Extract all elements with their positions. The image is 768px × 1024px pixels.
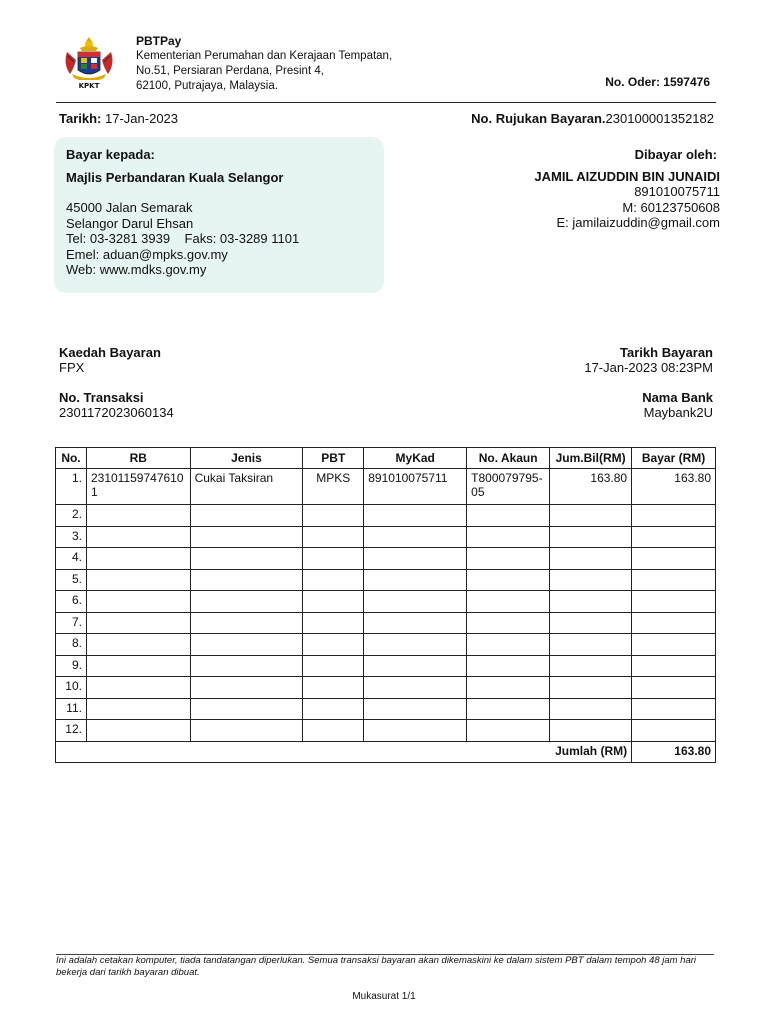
cell-rb <box>86 612 190 634</box>
ref-label: No. Rujukan Bayaran. <box>471 111 606 126</box>
cell-no: 8. <box>56 634 87 656</box>
cell-rb <box>86 505 190 527</box>
cell-pbt <box>303 720 364 742</box>
table-row <box>56 655 716 677</box>
cell-rb <box>86 677 190 699</box>
cell-jum <box>550 698 632 720</box>
cell-jum <box>550 655 632 677</box>
table-row <box>56 698 716 720</box>
payee-line: Emel: aduan@mpks.gov.my <box>66 246 228 262</box>
cell-jenis <box>190 548 303 570</box>
cell-no: 7. <box>56 612 87 634</box>
cell-pbt <box>303 655 364 677</box>
cell-rb <box>86 591 190 613</box>
pay-to-box <box>54 137 384 293</box>
payee-name: Majlis Perbandaran Kuala Selangor <box>66 169 284 185</box>
cell-mykad <box>364 591 467 613</box>
cell-bayar <box>632 634 716 656</box>
cell-akaun <box>467 698 550 720</box>
cell-pbt <box>303 548 364 570</box>
cell-bayar <box>632 612 716 634</box>
cell-akaun <box>467 526 550 548</box>
footer-note: Ini adalah cetakan komputer, tiada tandatangan diperlukan. Semua transaksi bayaran akan dikemaskini ke dalam sistem PBT dalam tempoh 48 jam hari bekerja dari tarikh bayaran dibuat. <box>56 955 697 978</box>
date-label: Tarikh: <box>59 111 102 126</box>
transaction-label: No. Transaksi <box>59 390 144 405</box>
cell-jum <box>550 677 632 699</box>
cell-mykad <box>364 698 467 720</box>
table-row <box>56 612 716 634</box>
cell-jenis <box>190 591 303 613</box>
cell-no: 9. <box>56 655 87 677</box>
payment-table <box>55 447 716 763</box>
payee-line: 45000 Jalan Semarak <box>66 200 193 215</box>
org-address-line: Kementerian Perumahan dan Kerajaan Tempatan, <box>136 50 393 62</box>
cell-mykad <box>364 634 467 656</box>
payer-line: M: 60123750608 <box>622 199 720 215</box>
cell-jenis <box>190 612 303 634</box>
column-header: MyKad <box>364 448 467 469</box>
cell-mykad <box>364 569 467 591</box>
order-value: 1597476 <box>663 75 710 89</box>
cell-jum <box>550 591 632 613</box>
payment-reference <box>471 111 714 126</box>
cell-akaun <box>467 569 550 591</box>
order-number <box>605 75 710 89</box>
payment-method <box>59 345 161 375</box>
payment-method-label: Kaedah Bayaran <box>59 345 161 360</box>
cell-mykad <box>364 677 467 699</box>
column-header: PBT <box>303 448 364 469</box>
cell-no: 11. <box>56 698 87 720</box>
cell-jenis <box>190 526 303 548</box>
cell-mykad <box>364 720 467 742</box>
cell-jum <box>550 634 632 656</box>
payment-method-value: FPX <box>59 360 85 375</box>
cell-rb: 231011597476101 <box>86 469 190 505</box>
cell-no: 10. <box>56 677 87 699</box>
cell-akaun: T800079795-05 <box>467 469 550 505</box>
transaction-number <box>59 390 174 420</box>
cell-pbt <box>303 612 364 634</box>
cell-bayar <box>632 526 716 548</box>
receipt-date <box>59 111 178 126</box>
cell-rb <box>86 720 190 742</box>
cell-no: 4. <box>56 548 87 570</box>
cell-jenis: Cukai Taksiran <box>190 469 303 505</box>
column-header: RB <box>86 448 190 469</box>
cell-jum <box>550 720 632 742</box>
cell-jenis <box>190 720 303 742</box>
logo-text: KPKT <box>78 82 100 90</box>
column-header: Bayar (RM) <box>632 448 716 469</box>
bank-name <box>642 390 713 420</box>
payee-line: Web: www.mdks.gov.my <box>66 262 207 277</box>
cell-jum <box>550 612 632 634</box>
cell-bayar <box>632 505 716 527</box>
cell-jum <box>550 526 632 548</box>
cell-mykad <box>364 655 467 677</box>
cell-pbt <box>303 505 364 527</box>
payment-date-label: Tarikh Bayaran <box>620 345 713 360</box>
cell-no: 1. <box>56 469 87 505</box>
cell-mykad <box>364 526 467 548</box>
cell-jenis <box>190 569 303 591</box>
table-row <box>56 526 716 548</box>
org-address-line: 62100, Putrajaya, Malaysia. <box>136 80 278 92</box>
total-spacer <box>56 741 550 763</box>
table-row <box>56 569 716 591</box>
table-row <box>56 634 716 656</box>
cell-jenis <box>190 634 303 656</box>
cell-mykad: 891010075711 <box>364 469 467 505</box>
organization-block <box>136 34 392 94</box>
header-divider <box>56 102 716 103</box>
cell-bayar <box>632 591 716 613</box>
cell-no: 3. <box>56 526 87 548</box>
payer-name: JAMIL AIZUDDIN BIN JUNAIDI <box>534 168 720 184</box>
total-value: 163.80 <box>632 741 716 763</box>
payee-line: Selangor Darul Ehsan <box>66 215 194 231</box>
cell-jenis <box>190 505 303 527</box>
column-header: Jenis <box>190 448 303 469</box>
cell-pbt <box>303 634 364 656</box>
cell-pbt <box>303 698 364 720</box>
total-row <box>56 741 716 763</box>
cell-pbt <box>303 526 364 548</box>
cell-akaun <box>467 591 550 613</box>
cell-jenis <box>190 677 303 699</box>
cell-bayar <box>632 548 716 570</box>
cell-mykad <box>364 548 467 570</box>
payer-block <box>534 147 720 231</box>
payment-date-value: 17-Jan-2023 08:23PM <box>584 360 713 375</box>
table-row <box>56 677 716 699</box>
table-row <box>56 505 716 527</box>
cell-pbt <box>303 677 364 699</box>
page-number: Mukasurat 1/1 <box>352 991 416 1002</box>
cell-akaun <box>467 612 550 634</box>
cell-no: 12. <box>56 720 87 742</box>
total-label: Jumlah (RM) <box>550 741 632 763</box>
cell-akaun <box>467 655 550 677</box>
cell-bayar <box>632 720 716 742</box>
cell-akaun <box>467 505 550 527</box>
org-name: PBTPay <box>136 34 182 48</box>
column-header: No. <box>56 448 87 469</box>
table-row <box>56 720 716 742</box>
date-value: 17-Jan-2023 <box>105 111 179 126</box>
cell-rb <box>86 548 190 570</box>
cell-jum: 163.80 <box>550 469 632 505</box>
cell-jenis <box>190 698 303 720</box>
cell-mykad <box>364 505 467 527</box>
payee-line: Tel: 03-3281 3939 Faks: 03-3289 1101 <box>66 231 300 246</box>
cell-rb <box>86 655 190 677</box>
cell-bayar <box>632 677 716 699</box>
cell-rb <box>86 698 190 720</box>
column-header: No. Akaun <box>467 448 550 469</box>
payer-line: E: jamilaizuddin@gmail.com <box>556 215 720 230</box>
payer-heading: Dibayar oleh: <box>634 147 717 162</box>
cell-akaun <box>467 548 550 570</box>
column-header: Jum.Bil(RM) <box>550 448 632 469</box>
table-header-row <box>56 448 716 469</box>
payment-date <box>584 345 713 375</box>
ref-value: 230100001352182 <box>605 111 714 126</box>
cell-bayar <box>632 569 716 591</box>
table-row <box>56 469 716 505</box>
payer-line: 891010075711 <box>634 184 720 199</box>
cell-bayar <box>632 655 716 677</box>
coat-of-arms-logo <box>58 34 120 92</box>
cell-bayar <box>632 698 716 720</box>
cell-bayar: 163.80 <box>632 469 716 505</box>
cell-jum <box>550 505 632 527</box>
cell-rb <box>86 569 190 591</box>
bank-label: Nama Bank <box>642 390 713 405</box>
org-address-line: No.51, Persiaran Perdana, Presint 4, <box>136 65 324 77</box>
bank-value: Maybank2U <box>643 405 713 420</box>
cell-akaun <box>467 720 550 742</box>
cell-pbt <box>303 591 364 613</box>
cell-rb <box>86 526 190 548</box>
cell-no: 2. <box>56 505 87 527</box>
cell-jum <box>550 569 632 591</box>
order-label: No. Oder: <box>605 75 660 89</box>
cell-akaun <box>467 634 550 656</box>
cell-jenis <box>190 655 303 677</box>
table-row <box>56 591 716 613</box>
cell-akaun <box>467 677 550 699</box>
cell-pbt <box>303 569 364 591</box>
transaction-value: 2301172023060134 <box>59 405 174 420</box>
cell-pbt: MPKS <box>303 469 364 505</box>
cell-mykad <box>364 612 467 634</box>
cell-jum <box>550 548 632 570</box>
cell-no: 6. <box>56 591 87 613</box>
pay-to-heading: Bayar kepada: <box>66 147 155 162</box>
table-row <box>56 548 716 570</box>
cell-no: 5. <box>56 569 87 591</box>
cell-rb <box>86 634 190 656</box>
